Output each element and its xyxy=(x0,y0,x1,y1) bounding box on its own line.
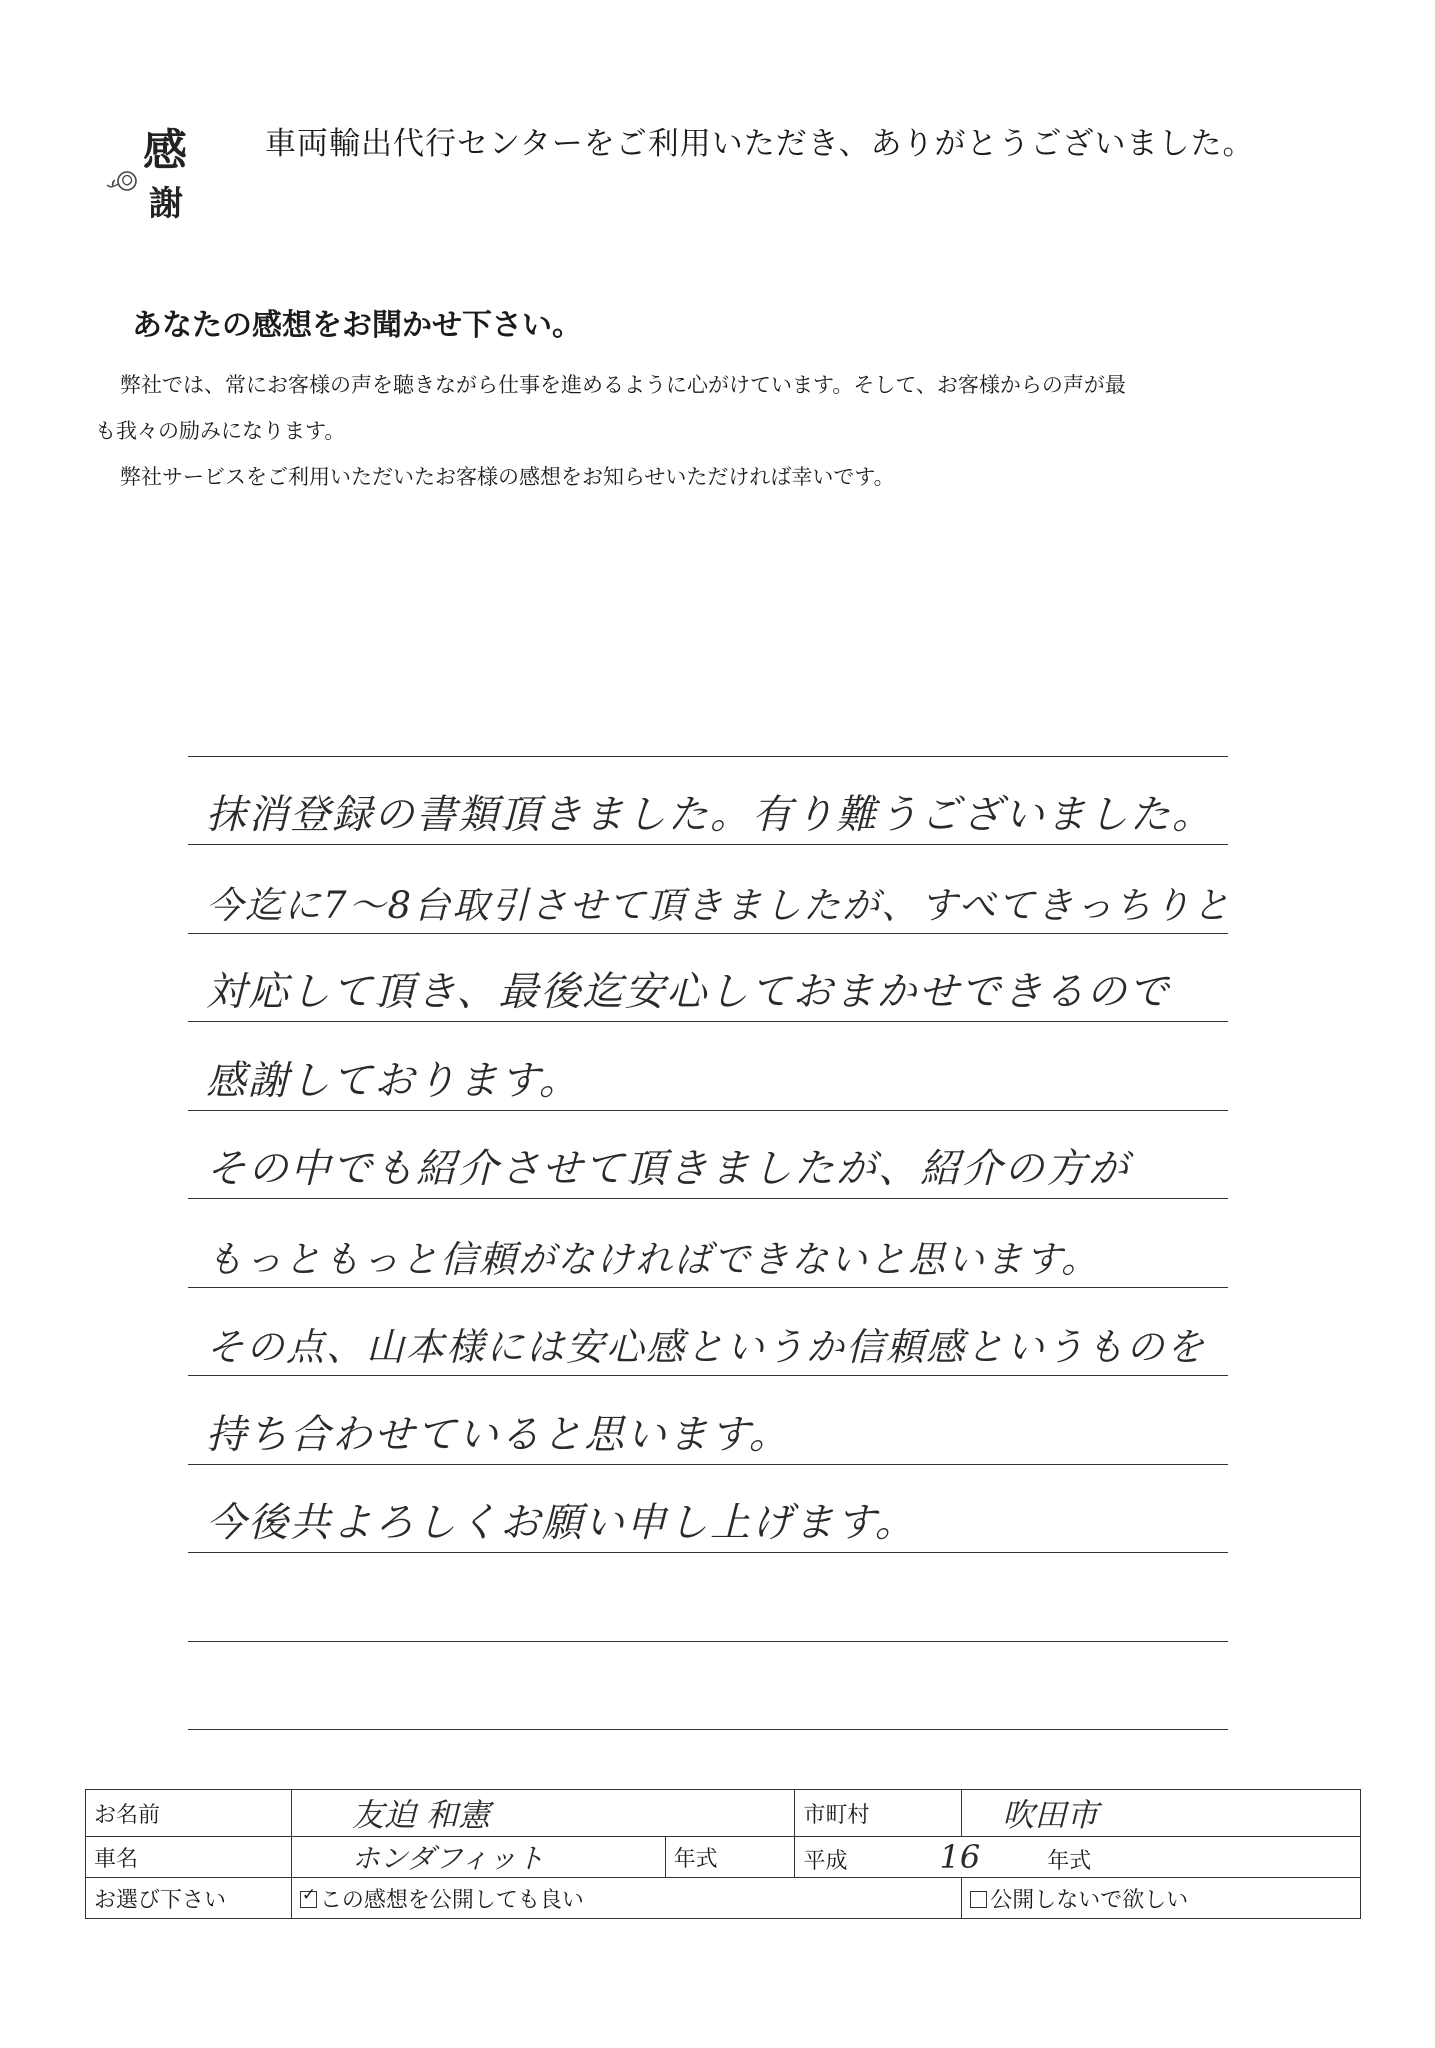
car-label: 車名 xyxy=(86,1837,292,1878)
handwritten-comment-area xyxy=(188,668,1232,1730)
year-label: 年式 xyxy=(665,1837,795,1878)
city-label: 市町村 xyxy=(795,1790,962,1837)
intro-line-3: 弊社サービスをご利用いただいたお客様の感想をお知らせいただければ幸いです。 xyxy=(120,465,895,489)
survey-intro xyxy=(95,362,1365,500)
option-private-label: 公開しないで欲しい xyxy=(990,1887,1189,1913)
name-label: お名前 xyxy=(86,1790,292,1837)
ruled-line xyxy=(188,1111,1228,1200)
handwritten-line: その点、山本様には安心感というか信頼感というものを xyxy=(206,1325,1207,1369)
table-row-choice xyxy=(86,1878,1361,1919)
year-suffix: 年式 xyxy=(1047,1849,1092,1874)
year-field xyxy=(795,1837,1361,1878)
header-title: 車両輸出代行センターをご利用いただき、ありがとうございました。 xyxy=(265,126,1255,162)
name-value: 友迫 和憲 xyxy=(291,1790,795,1837)
option-public-label: この感想を公開しても良い xyxy=(319,1887,584,1913)
handwritten-line: もっともっと信頼がなければできないと思います。 xyxy=(206,1237,1101,1281)
ruled-line xyxy=(188,1465,1228,1554)
handwritten-line: 今迄に7〜8台取引させて頂きましたが、すべてきっちりと xyxy=(206,883,1232,927)
kansha-logo xyxy=(105,115,215,235)
survey-title: あなたの感想をお聞かせ下さい。 xyxy=(132,308,582,343)
checkbox-empty-icon[interactable] xyxy=(970,1891,987,1908)
logo-top-char: 感 xyxy=(143,125,187,176)
rose-icon xyxy=(107,172,136,190)
handwritten-line: 今後共よろしくお願い申し上げます。 xyxy=(206,1500,917,1546)
intro-line-2: も我々の励みになります。 xyxy=(95,419,346,443)
year-value: 16 xyxy=(939,1838,981,1876)
option-public[interactable] xyxy=(291,1878,961,1919)
choice-label: お選び下さい xyxy=(86,1878,292,1919)
option-private[interactable] xyxy=(962,1878,1361,1919)
table-row-car xyxy=(86,1837,1361,1878)
kansha-logo-mark xyxy=(105,115,215,235)
checkbox-checked-icon[interactable] xyxy=(300,1891,317,1908)
logo-bottom-chars: 謝 xyxy=(149,184,183,224)
ruled-line xyxy=(188,1553,1228,1642)
table-row-name xyxy=(86,1790,1361,1837)
handwritten-line: 持ち合わせていると思います。 xyxy=(206,1411,791,1458)
handwritten-line: 対応して頂き、最後迄安心しておまかせできるので xyxy=(206,969,1171,1015)
ruled-line xyxy=(188,757,1228,846)
customer-info-table xyxy=(85,1789,1361,1919)
intro-line-1: 弊社では、常にお客様の声を聴きながら仕事を進めるように心がけています。そして、お客様からの声が最 xyxy=(120,373,1126,397)
ruled-line xyxy=(188,668,1228,757)
city-value: 吹田市 xyxy=(962,1790,1361,1837)
handwritten-line: 感謝しております。 xyxy=(206,1057,581,1104)
handwritten-line: 抹消登録の書類頂きました。有り難うございました。 xyxy=(206,792,1214,838)
ruled-line xyxy=(188,1022,1228,1111)
ruled-line xyxy=(188,1288,1228,1377)
ruled-line xyxy=(188,1199,1228,1288)
ruled-line xyxy=(188,845,1232,934)
handwritten-line: その中でも紹介させて頂きましたが、紹介の方が xyxy=(206,1146,1130,1192)
car-value: ホンダフィット xyxy=(291,1837,665,1878)
era-label: 平成 xyxy=(803,1849,848,1874)
ruled-line xyxy=(188,934,1228,1023)
ruled-line xyxy=(188,1642,1228,1731)
ruled-line xyxy=(188,1376,1228,1465)
